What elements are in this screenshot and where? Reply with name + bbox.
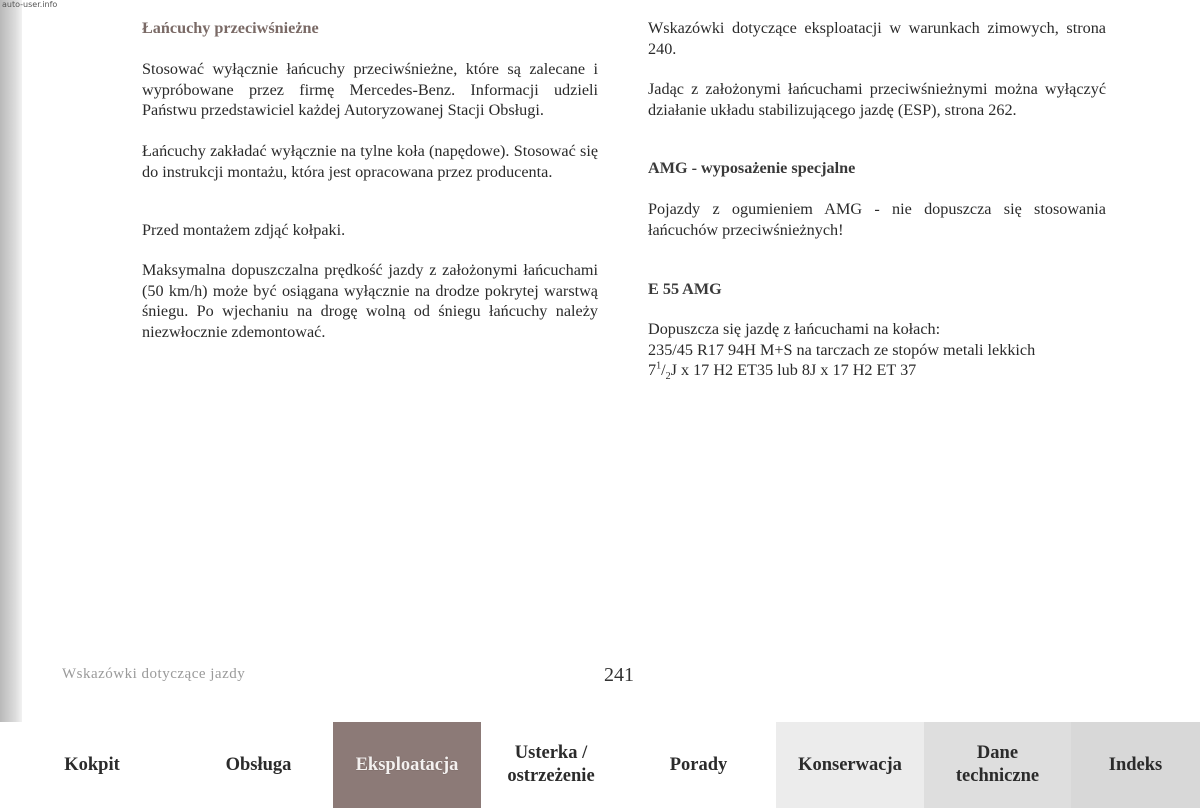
paragraph bbox=[648, 199, 1106, 240]
nav-tab-label: Konserwacja bbox=[798, 754, 902, 775]
nav-tab-label: Obsługa bbox=[225, 754, 292, 775]
page-number: 241 bbox=[604, 664, 634, 686]
paragraph-text: Jadąc z założonymi łańcuchami przeciwśnieżnymi można wyłączyć działanie układu stabilizującego jazdę (ESP), strona 262. bbox=[648, 80, 1106, 119]
section-heading-amg: AMG - wyposażenie specjalne bbox=[648, 159, 856, 177]
nav-tab-label: Kokpit bbox=[64, 754, 120, 775]
nav-tab-kokpit[interactable] bbox=[0, 722, 184, 808]
nav-tab-eksploatacja[interactable] bbox=[333, 722, 481, 808]
nav-tab-dane-techniczne[interactable] bbox=[924, 722, 1071, 808]
fraction-slash: / bbox=[661, 361, 666, 379]
nav-tab-obsluga[interactable] bbox=[184, 722, 333, 808]
paragraph-text: Łańcuchy zakładać wyłącznie na tylne koła (napędowe). Stosować się do instrukcji montażu, która jest opracowana przez producenta. bbox=[142, 142, 598, 181]
e55-line: 235/45 R17 94H M+S na tarczach ze stopów metali lekkich bbox=[648, 340, 1036, 359]
nav-tab-label-line2: techniczne bbox=[955, 766, 1040, 786]
paragraph-text: Przed montażem zdjąć kołpaki. bbox=[142, 221, 346, 239]
paragraph bbox=[142, 59, 598, 121]
nav-tab-porady[interactable] bbox=[621, 722, 776, 808]
nav-tab-label-line1: Usterka / bbox=[514, 743, 588, 763]
nav-tab-usterka[interactable] bbox=[481, 722, 621, 808]
fraction-numerator: 1 bbox=[656, 360, 662, 372]
chapter-nav-bar bbox=[0, 722, 1200, 808]
paragraph bbox=[648, 79, 1106, 120]
nav-tab-label: Eksploatacja bbox=[355, 754, 459, 775]
section-heading-chains: Łańcuchy przeciwśnieżne bbox=[142, 19, 319, 37]
nav-tab-label: Porady bbox=[669, 754, 728, 775]
paragraph-text: Stosować wyłącznie łańcuchy przeciwśnieżne, które są zalecane i wypróbowane przez firmę Mercedes-Benz. Informacji udzieli Państwu przedstawiciel każdej Autoryzowanej Stacji Obsługi. bbox=[142, 60, 598, 119]
fraction-denominator: 2 bbox=[665, 371, 671, 383]
nav-tab-indeks[interactable] bbox=[1071, 722, 1200, 808]
e55-line bbox=[648, 360, 1106, 381]
rim-width-number: 7 bbox=[648, 361, 657, 379]
paragraph bbox=[142, 141, 598, 182]
paragraph bbox=[142, 260, 598, 342]
footer-section-title: Wskazówki dotyczące jazdy bbox=[62, 666, 246, 682]
nav-tab-label-line2: ostrzeżenie bbox=[507, 766, 595, 786]
e55-spec-block bbox=[648, 319, 1106, 381]
paragraph-text: Pojazdy z ogumieniem AMG - nie dopuszcza się stosowania łańcuchów przeciwśnieżnych! bbox=[648, 200, 1106, 239]
nav-tab-konserwacja[interactable] bbox=[776, 722, 924, 808]
e55-line: Dopuszcza się jazdę z łańcuchami na kołach: bbox=[648, 320, 941, 338]
page-edge-strip bbox=[0, 0, 22, 808]
paragraph-text: Maksymalna dopuszczalna prędkość jazdy z założonymi łańcuchami (50 km/h) może być osiągana wyłącznie na drodze pokrytej warstwą śniegu. Po wjechaniu na drogę wolną od śniegu łańcuchy należy niezwłocznie zdemontować. bbox=[142, 261, 598, 341]
rim-spec-text: J x 17 H2 ET35 lub 8J x 17 H2 ET 37 bbox=[670, 361, 917, 379]
paragraph-text: Wskazówki dotyczące eksploatacji w warunkach zimowych, strona 240. bbox=[648, 19, 1106, 58]
nav-tab-label: Indeks bbox=[1108, 754, 1163, 775]
nav-tab-label-line1: Dane bbox=[976, 743, 1019, 763]
paragraph bbox=[142, 220, 598, 241]
paragraph bbox=[648, 18, 1106, 59]
section-heading-e55: E 55 AMG bbox=[648, 280, 722, 298]
watermark: auto-user.info bbox=[2, 0, 58, 9]
